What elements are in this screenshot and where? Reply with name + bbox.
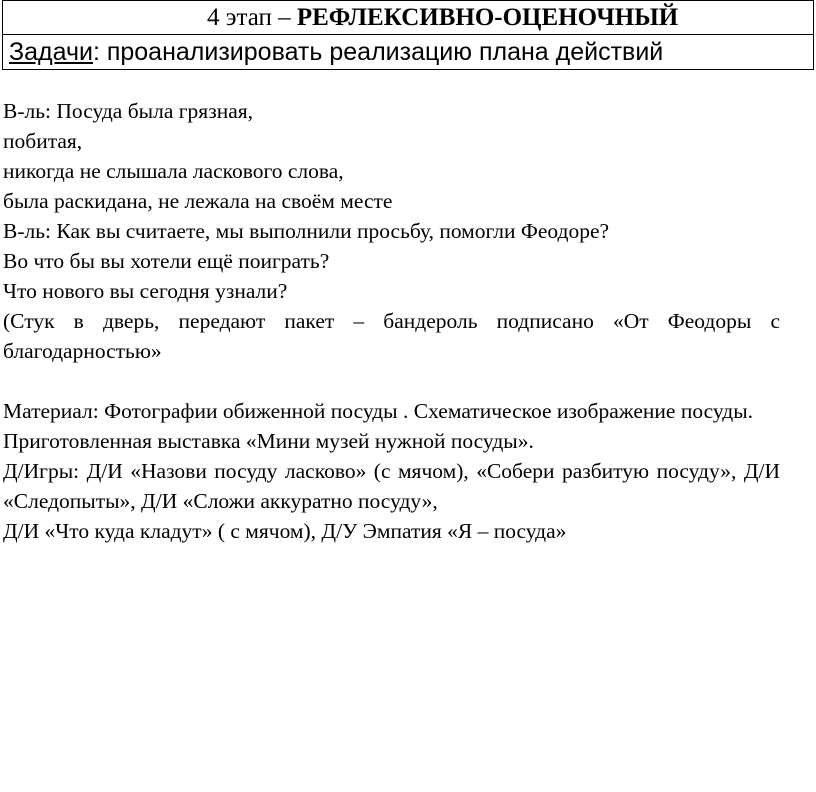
- tasks-row: [3, 35, 813, 69]
- stage-name: РЕФЛЕКСИВНО-ОЦЕНОЧНЫЙ: [296, 4, 679, 31]
- stage-prefix: 4 этап –: [207, 4, 297, 31]
- dialogue-line: никогда не слышала ласкового слова,: [3, 159, 344, 183]
- tasks-text: : проанализировать реализацию плана действий: [92, 38, 664, 66]
- stage-header-table: [2, 0, 814, 70]
- games-last-line: Д/И «Что куда кладут» ( с мячом), Д/У Эмпатия «Я – посуда»: [3, 519, 567, 543]
- dialogue-line: побитая,: [3, 129, 83, 153]
- dialogue-line: Во что бы вы хотели ещё поиграть?: [3, 249, 330, 273]
- games-paragraph: Д/Игры: Д/И «Назови посуду ласково» (с мячом), «Собери разбитую посуду», Д/И «Следопыты», Д/И «Сложи аккуратно посуду»,: [3, 459, 780, 513]
- tasks-label: Задачи: [9, 38, 93, 66]
- lesson-content: [3, 96, 780, 546]
- dialogue-line: была раскидана, не лежала на своём месте: [3, 189, 393, 213]
- dialogue-line: В-ль: Посуда была грязная,: [3, 99, 254, 123]
- dialogue-line: Что нового вы сегодня узнали?: [3, 279, 288, 303]
- knock-paragraph: (Стук в дверь, передают пакет – бандероль подписано «От Феодоры с благодарностью»: [3, 309, 780, 363]
- dialogue-line: В-ль: Как вы считаете, мы выполнили просьбу, помогли Феодоре?: [3, 219, 610, 243]
- exhibition-line: Приготовленная выставка «Мини музей нужной посуды».: [3, 429, 534, 453]
- material-paragraph: Материал: Фотографии обиженной посуды . Схематическое изображение посуды.: [3, 399, 754, 423]
- stage-title-row: [3, 1, 813, 35]
- paragraph-spacer: [3, 366, 780, 396]
